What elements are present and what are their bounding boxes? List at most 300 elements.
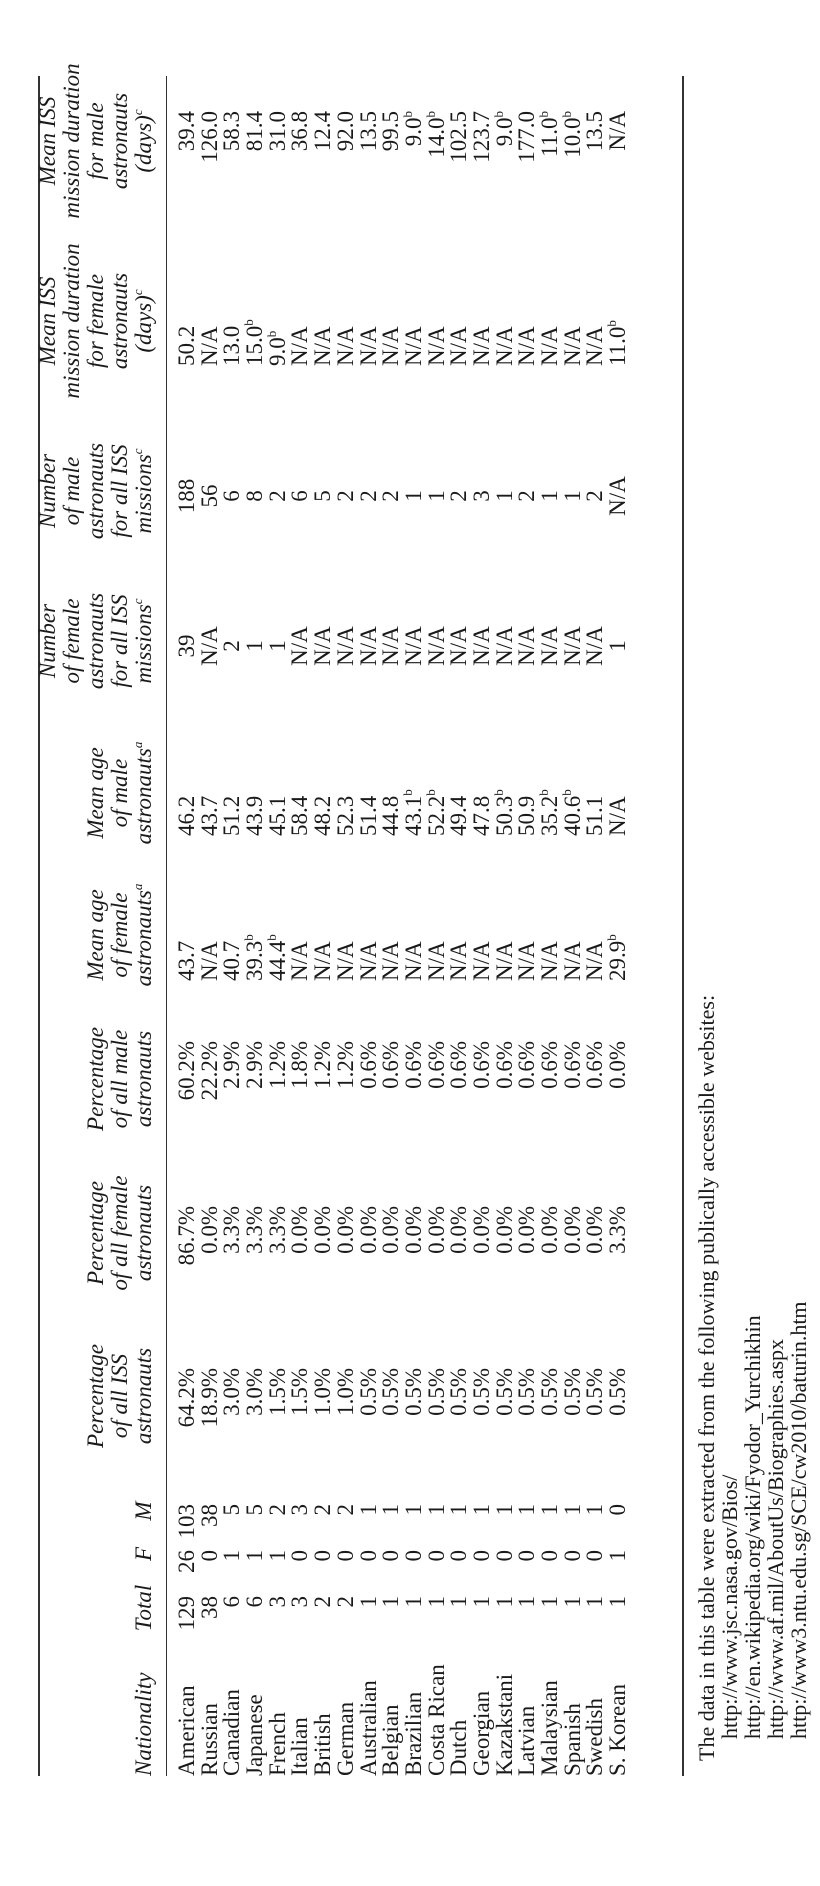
cell-value: 0 [605,1504,631,1516]
table-cell [332,1368,358,1466]
table-cell [490,111,517,191]
footnote-marker: b [490,789,506,796]
header-line: astronauts [83,442,108,540]
cell-value: 51.2 [219,795,245,836]
table-cell [380,881,403,981]
cell-value: 0.6% [355,1041,381,1089]
table-cell [468,1206,494,1306]
table-cell [289,611,312,681]
cell-value: Latvian [514,1705,540,1776]
table-cell [355,1550,381,1586]
table-cell [312,1041,335,1141]
cell-value: 50.2 [174,325,199,366]
footnote-marker: b [263,934,279,941]
table-cell [196,1636,222,1776]
table-bottom-rule [682,76,684,1776]
table-cell [423,881,449,981]
cell-value: 1.2% [310,1041,336,1089]
table-cell [584,266,607,366]
table-cell [176,881,199,981]
header-female-count [38,1534,166,1574]
table-cell [244,1636,267,1776]
cell-value: Brazilian [400,1691,426,1776]
header-line: Mean ISS [35,96,60,186]
cell-value: 6 [287,490,313,502]
table-cell [241,266,268,366]
cell-value: 0.0% [423,1206,449,1254]
table-cell [448,736,471,836]
table-cell [423,461,449,531]
table-cell [196,1504,222,1550]
cell-value: 1 [605,1550,631,1562]
cell-value: 40.7 [219,940,245,981]
header-percentage-female [38,1158,166,1308]
cell-value: 1.2% [264,1041,290,1089]
footnote-marker: b [536,111,551,118]
cell-value: 52.2 [423,795,449,836]
footnote-marker: c [130,109,145,116]
cell-value: 0 [537,1550,562,1562]
cell-value: 3.0% [219,1368,245,1416]
table-cell [264,1636,290,1776]
table-cell [607,1550,630,1586]
cell-value: N/A [423,941,449,981]
table-cell [584,1504,607,1550]
table-cell [355,1636,381,1776]
cell-value: 0.0% [355,1206,381,1254]
table-cell [221,1206,244,1306]
header-mean-duration-male [35,56,166,226]
cell-value: Costa Rican [423,1664,449,1776]
cell-value: 1 [219,1550,245,1562]
cell-value: N/A [514,626,540,666]
table-cell [584,1636,607,1776]
header-line: for all ISS [107,444,132,538]
cell-value: 44.4 [264,940,290,981]
cell-value: 56 [196,484,222,508]
header-line: Percentage [83,1344,108,1448]
header-line: astronauts [131,1347,156,1445]
cell-value: N/A [537,941,562,981]
cell-value: 31.0 [264,111,290,152]
table-cell [196,266,222,366]
cell-value: 3.3% [242,1206,268,1254]
table-cell [559,1596,585,1638]
cell-value: N/A [310,941,336,981]
table-cell [196,611,222,681]
table-cell [516,266,539,366]
cell-value: 2 [446,490,472,502]
table-cell [607,1041,630,1141]
header-line: of female [107,892,132,978]
table-cell [491,1206,517,1306]
cell-value: Russian [196,1703,222,1776]
table-header-rule [166,76,167,1776]
cell-value: 0 [423,1550,449,1562]
header-line: of all male [107,1029,132,1129]
cell-value: 1.8% [287,1041,313,1089]
header-line: of female [59,598,84,684]
table-cell [264,736,290,836]
cell-value: 0 [582,1550,608,1562]
cell-value: 36.8 [287,111,313,152]
cell-value: N/A [400,326,426,366]
table-cell [491,1368,517,1466]
footnote-marker: b [422,111,438,118]
cell-value: 0.6% [446,1041,472,1089]
table-cell [516,611,539,681]
cell-value: 14.0 [423,117,449,158]
table-cell [559,1206,585,1306]
table-cell [312,611,335,681]
cell-value: N/A [332,326,358,366]
cell-value: N/A [491,941,517,981]
table-cell [196,881,222,981]
header-line: Percentage [83,1027,108,1131]
cell-value: 1 [355,1504,381,1516]
table-cell [380,1596,403,1638]
cell-value: 1 [423,490,449,502]
header-male-count [38,1488,166,1534]
cell-value: N/A [310,326,336,366]
table-cell [289,1504,312,1550]
table-cell [264,1041,290,1141]
cell-value: 0.6% [378,1041,404,1089]
table-cell [607,111,630,191]
cell-value: 0.0% [196,1206,222,1254]
cell-value: 3 [468,490,494,502]
header-line: for male [83,102,108,180]
cell-value: 47.8 [468,795,494,836]
cell-value: 0.0% [446,1206,472,1254]
cell-value: 1 [559,1504,585,1516]
table-cell [332,1206,358,1306]
table-cell [607,1636,630,1776]
cell-value: 51.1 [582,795,608,836]
cell-value: 0.0% [582,1206,608,1254]
header-line: astronauts [131,1030,156,1128]
table-cell [289,1206,312,1306]
table-cell [312,1368,335,1466]
table-cell [312,1550,335,1586]
table-cell [264,1596,290,1638]
cell-value: 0.0% [287,1206,313,1254]
table-cell [380,461,403,531]
table-cell [448,1636,471,1776]
cell-value: 1.2% [332,1041,358,1089]
cell-value: 9.0 [400,117,426,147]
cell-value: 2.9% [242,1041,268,1089]
cell-value: 1 [559,1596,585,1608]
cell-value: 103 [174,1504,199,1539]
cell-value: 50.3 [491,795,517,836]
cell-value: N/A [491,326,517,366]
cell-value: N/A [378,326,404,366]
cell-value: N/A [514,941,540,981]
header-line: (days)$^c$ [130,289,156,353]
header-line: Mean ISS [35,276,60,366]
footnote-marker: a [130,883,145,891]
header-line: for female [83,274,108,368]
table-cell [289,461,312,531]
cell-value: 11.0 [605,326,631,366]
cell-value: 0.0% [605,1041,631,1089]
cell-value: 0 [491,1550,517,1562]
table-cell [448,1504,471,1550]
cell-value: 2 [514,490,540,502]
table-cell [468,1596,494,1638]
table-cell [312,881,335,981]
cell-value: 9.0 [264,337,290,366]
table-cell [607,736,630,836]
header-line: of all female [107,1175,132,1291]
cell-value: 1 [514,1504,540,1516]
table-cell [176,1041,199,1141]
table-cell [400,881,426,981]
cell-value: 9.0 [491,117,517,147]
column-number-male-missions [176,461,630,531]
table-cell [196,1368,222,1466]
table-cell [604,881,631,981]
table-cell [263,881,290,981]
cell-value: 1 [605,640,631,652]
cell-value: 0.5% [605,1368,631,1416]
cell-value: 0.5% [378,1368,404,1416]
table-cell [264,1550,290,1586]
table-cell [196,1041,222,1141]
cell-value: 1 [378,1596,404,1608]
table-cell [332,1504,358,1550]
cell-value: 0.5% [491,1368,517,1416]
table-cell [468,461,494,531]
cell-value: 3 [287,1596,313,1608]
cell-value: 123.7 [468,111,494,163]
cell-value: 3 [287,1504,313,1516]
table-cell [491,1041,517,1141]
cell-value: N/A [605,796,631,836]
cell-value: 0.6% [468,1041,494,1089]
cell-value: German [332,1701,358,1776]
cell-value: N/A [423,326,449,366]
table-cell [289,1550,312,1586]
table-cell [584,1206,607,1306]
header-line: Total [131,1584,156,1632]
cell-value: N/A [196,941,222,981]
table-cell [289,881,312,981]
column-mean-duration-female [176,266,630,366]
cell-value: 1 [514,1596,540,1608]
cell-value: N/A [446,326,472,366]
cell-value: 43.7 [196,795,222,836]
cell-value: 3.0% [242,1368,268,1416]
table-cell [607,1206,630,1306]
table-cell [448,111,471,191]
cell-value: 0 [378,1550,404,1562]
table-cell [355,611,381,681]
cell-value: 60.2% [174,1041,199,1101]
column-mean-age-female [176,881,630,981]
table-cell [355,1596,381,1638]
table-cell [491,1504,517,1550]
table-cell [355,1041,381,1141]
cell-value: 0.6% [559,1041,585,1089]
cell-value: 92.0 [332,111,358,152]
cell-value: 40.6 [559,795,585,836]
cell-value: 52.3 [332,795,358,836]
cell-value: 0.6% [491,1041,517,1089]
cell-value: 0.0% [559,1206,585,1254]
column-percentage-female [176,1206,630,1306]
cell-value: 0.5% [559,1368,585,1416]
table-cell [312,1596,335,1638]
cell-value: 1 [400,490,426,502]
table-cell [380,1550,403,1586]
header-total [38,1578,166,1638]
table-cell [380,111,403,191]
table-cell [289,111,312,191]
cell-value: 39 [174,634,199,658]
cell-value: American [174,1685,199,1776]
table-cell [423,1041,449,1141]
cell-value: 0.5% [423,1368,449,1416]
table-cell [355,1368,381,1466]
table-cell [176,1206,199,1306]
cell-value: 29.9 [605,940,631,981]
cell-value: 5 [310,490,336,502]
header-line: F [131,1546,156,1562]
table-cell [380,1636,403,1776]
table-cell [221,1504,244,1550]
cell-value: 2 [310,1504,336,1516]
cell-value: N/A [378,941,404,981]
table-cell [448,1041,471,1141]
cell-value: 39.3 [242,940,268,981]
table-cell [559,881,585,981]
cell-value: 8 [242,490,268,502]
cell-value: 51.4 [355,795,381,836]
header-mean-duration-female [35,236,166,406]
cell-value: 3 [264,1596,290,1608]
cell-value: 1 [537,1596,562,1608]
cell-value: N/A [310,626,336,666]
table-cell [221,1596,244,1638]
cell-value: 1 [400,1596,426,1608]
table-cell [380,1041,403,1141]
cell-value: 1 [491,490,517,502]
notes-url: http://www3.ntu.edu.sg/SCE/cw2010/baturin.htm [786,1301,811,1739]
footnote-marker: b [422,789,438,796]
cell-value: S. Korean [605,1684,631,1776]
table-cell [221,736,244,836]
table-cell [380,1504,403,1550]
table-cell [468,1504,494,1550]
cell-value: 2 [582,490,608,502]
table-cell [516,736,539,836]
cell-value: N/A [400,626,426,666]
cell-value: 1 [446,1596,472,1608]
table-cell [400,266,426,366]
cell-value: 0 [514,1550,540,1562]
cell-value: 44.8 [378,795,404,836]
cell-value: 99.5 [378,111,404,152]
table-cell [516,1636,539,1776]
notes-intro: The data in this table were extracted from the following publically accessible websites: [694,994,719,1761]
footnote-marker: b [536,789,551,796]
table-cell [400,1206,426,1306]
column-percentage-iss [176,1368,630,1466]
header-line: missions$^c$ [130,448,156,534]
table-cell [423,1550,449,1586]
header-line: Mean age [83,747,108,839]
table-cell [264,1368,290,1466]
table-cell [448,1596,471,1638]
table-cell [176,1636,199,1776]
footnote-marker: b [263,330,279,338]
cell-value: 6 [219,490,245,502]
table-cell [380,1368,403,1466]
table-cell [491,461,517,531]
cell-value: 1 [537,1504,562,1516]
table-cell [221,1636,244,1776]
table-cell [399,736,426,836]
cell-value: 1 [582,1504,608,1516]
table-cell [176,1368,199,1466]
table-cell [289,1368,312,1466]
table-cell [468,1550,494,1586]
cell-value: 0.0% [514,1206,540,1254]
table-cell [559,1504,585,1550]
cell-value: Canadian [219,1689,245,1776]
footnote-marker: b [241,319,257,326]
header-line: mission duration [59,243,84,399]
header-line: for all ISS [107,594,132,688]
table-cell [584,611,607,681]
cell-value: 13.5 [582,111,608,152]
table-cell [539,266,562,366]
table-cell [448,1550,471,1586]
table-cell [221,611,244,681]
cell-value: 1 [491,1504,517,1516]
cell-value: 0.5% [468,1368,494,1416]
cell-value: N/A [582,326,608,366]
table-cell [221,1550,244,1586]
table-cell [559,266,585,366]
table-cell [332,461,358,531]
cell-value: 1 [378,1504,404,1516]
table-cell [355,1504,381,1550]
table-cell [559,461,585,531]
table-cell [196,1596,222,1638]
cell-value: 1 [264,640,290,652]
cell-value: 1 [400,1504,426,1516]
footnote-marker: b [558,111,574,118]
cell-value: 188 [174,478,199,514]
table-cell [423,1206,449,1306]
cell-value: 0 [559,1550,585,1562]
table-cell [559,1368,585,1466]
header-line: of all ISS [107,1353,132,1439]
cell-value: British [310,1713,336,1776]
table-cell [468,736,494,836]
cell-value: 43.1 [400,795,426,836]
cell-value: N/A [378,626,404,666]
cell-value: 45.1 [264,795,290,836]
table-cell [264,461,290,531]
table-cell [312,736,335,836]
table-cell [558,736,585,836]
table-cell [516,1596,539,1638]
cell-value: N/A [514,326,540,366]
